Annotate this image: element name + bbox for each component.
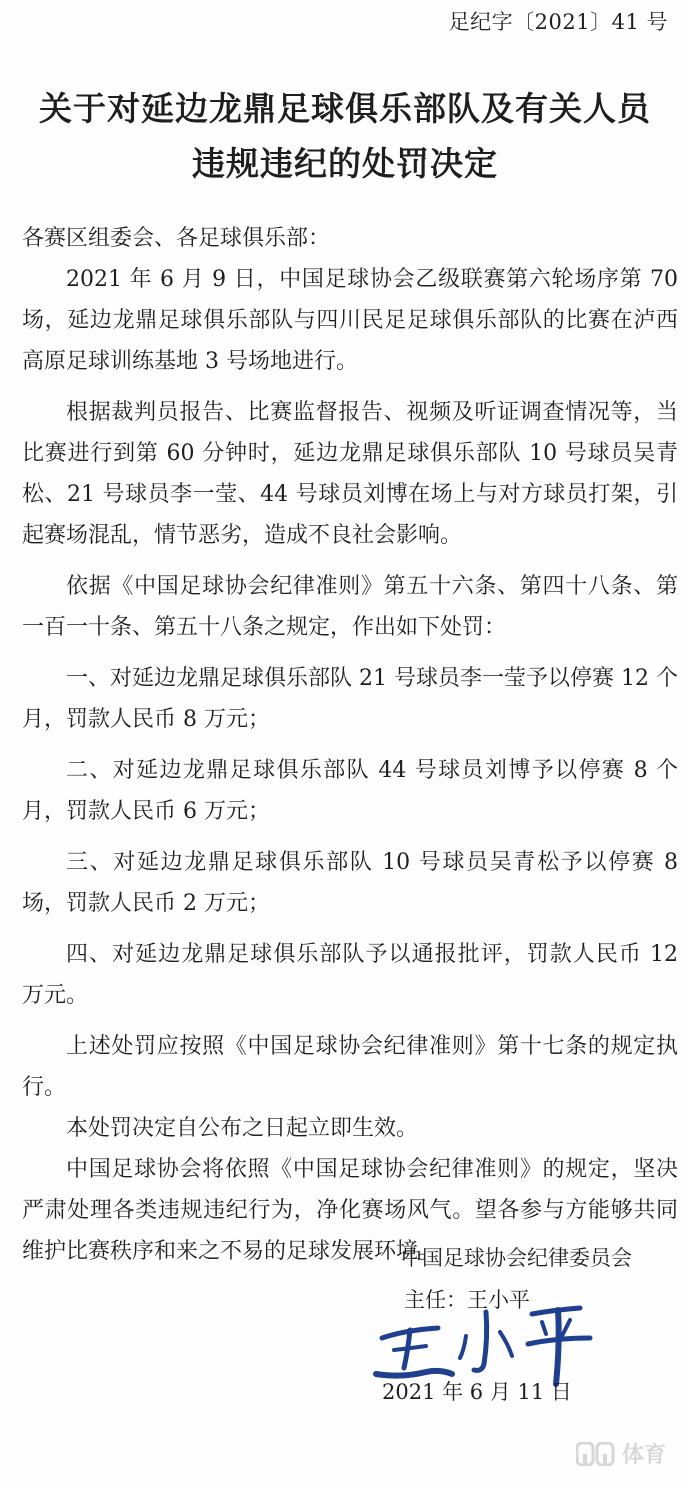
paragraph-closing: 中国足球协会将依照《中国足球协会纪律准则》的规定，坚决严肃处理各类违规违纪行为，净化赛场风气。望各参与方能够共同维护比赛秩序和来之不易的足球发展环境。 — [22, 1157, 678, 1264]
paragraph-effective: 本处罚决定自公布之日起立即生效。 — [66, 1116, 419, 1141]
penalty-item-3: 三、对延边龙鼎足球俱乐部队 10 号球员吴青松予以停赛 8 场，罚款人民币 2 万元； — [22, 850, 678, 916]
director-line: 主任：王小平 — [404, 1288, 530, 1312]
paragraph-incident: 2021 年 6 月 9 日，中国足球协会乙级联赛第六轮场序第 70 场，延边龙鼎足球俱乐部队与四川民足足球俱乐部队的比赛在泸西高原足球训练基地 3 号场地进行。 — [22, 267, 678, 374]
penalty-item-1: 一、对延边龙鼎足球俱乐部队 21 号球员李一莹予以停赛 12 个月，罚款人民币 8 万元； — [22, 666, 678, 732]
title-line-1: 关于对延边龙鼎足球俱乐部队及有关人员 — [39, 89, 651, 128]
watermark-text: 体育 — [621, 1442, 666, 1467]
handwritten-signature — [368, 1298, 598, 1388]
signing-date: 2021 年 6 月 11 日 — [382, 1380, 572, 1404]
pp-logo-icon — [576, 1442, 616, 1466]
watermark — [576, 1438, 666, 1469]
penalty-item-4: 四、对延边龙鼎足球俱乐部队予以通报批评，罚款人民币 12 万元。 — [22, 942, 678, 1008]
salutation: 各赛区组委会、各足球俱乐部： — [22, 226, 331, 251]
doc-number: 足纪字〔2021〕41 号 — [448, 10, 668, 34]
title-line-2: 违规违纪的处罚决定 — [192, 144, 498, 183]
document-body — [22, 218, 678, 1272]
paragraph-execution: 上述处罚应按照《中国足球协会纪律准则》第十七条的规定执行。 — [22, 1034, 678, 1100]
signing-organization: 中国足球协会纪律委员会 — [401, 1246, 632, 1270]
paragraph-findings: 根据裁判员报告、比赛监督报告、视频及听证调查情况等，当比赛进行到第 60 分钟时，延边龙鼎足球俱乐部队 10 号球员吴青松、21 号球员李一莹、44 号球员刘博在场上与对方球员打架，引起赛场混乱，情节恶劣，造成不良社会影响。 — [22, 400, 678, 548]
penalty-item-2: 二、对延边龙鼎足球俱乐部队 44 号球员刘博予以停赛 8 个月，罚款人民币 6 万元； — [22, 758, 678, 824]
paragraph-basis: 依据《中国足球协会纪律准则》第五十六条、第四十八条、第一百一十条、第五十八条之规定，作出如下处罚： — [22, 574, 678, 640]
